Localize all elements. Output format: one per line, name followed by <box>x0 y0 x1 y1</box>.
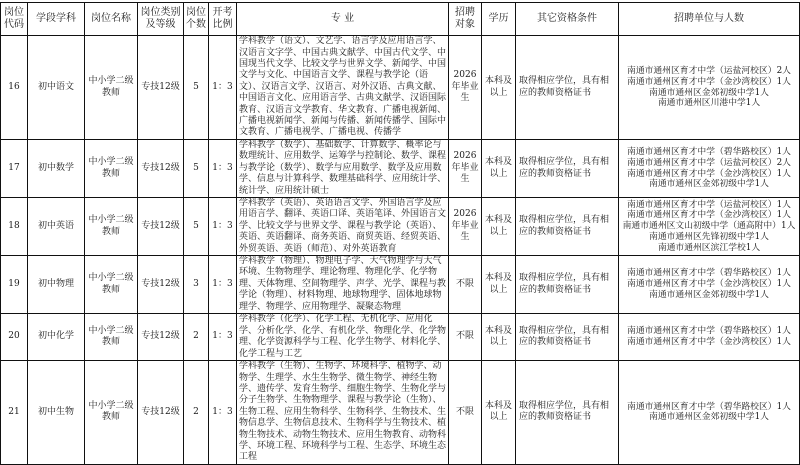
cell-count: 2 <box>184 314 209 361</box>
unit-line: 南通市通州区文山初级中学（通高附中）1人 <box>622 221 796 232</box>
table-row <box>1 256 800 314</box>
unit-line: 南通市通州区育才中学（金沙湾校区）1人 <box>627 76 791 87</box>
header-position: 岗位名称 <box>85 3 138 36</box>
cell-education: 本科及以上 <box>482 256 516 314</box>
cell-major: 学科教学（语文）、文艺学、语言学及应用语言学、汉语言文字学、中国古典文献学、中国古代文学、中国现当代文学、比较文学与世界文学、新闻学、中国文学与文化、中国语言文学、课程与教学论（语文）、汉语言文学、汉语言、对外汉语、古典文献、中国语言文化、应用语言学、古典文献学、汉语国际教育、汉语言文学教育、华文教育、广播电视新闻、广播电视新闻学、新闻与传播、新闻传播学、国际中文教育、广播电视学、广播电视、传播学 <box>237 36 449 140</box>
cell-category: 专技12级 <box>138 198 184 256</box>
cell-major: 学科教学（化学）、化学工程、无机化学、应用化学、分析化学、化学、有机化学、物理化学、化学物理、化学资源科学与工程、化学生物学、材料化学、化学工程与工艺 <box>237 314 449 361</box>
header-subject: 学段学科 <box>28 3 85 36</box>
cell-count: 5 <box>184 36 209 140</box>
cell-code: 19 <box>1 256 28 314</box>
cell-target: 不限 <box>449 314 482 361</box>
table-row <box>1 361 800 465</box>
cell-education: 本科及以上 <box>482 36 516 140</box>
header-category: 岗位类别及等级 <box>138 3 184 36</box>
cell-count: 2 <box>184 361 209 465</box>
unit-line: 南通市通州区育才中学（运盐河校区）1人 <box>627 199 791 210</box>
cell-target: 不限 <box>449 256 482 314</box>
unit-line: 南通市通州区育才中学（碧华路校区）1人 <box>627 146 791 157</box>
cell-ratio: 1：3 <box>209 361 237 465</box>
unit-line: 南通市通州区金郊初级中学1人 <box>649 179 769 190</box>
cell-education: 本科及以上 <box>482 140 516 198</box>
header-education: 学历 <box>482 3 516 36</box>
unit-line: 南通市通州区育才中学（金沙湾校区）1人 <box>627 210 791 221</box>
cell-ratio: 1：3 <box>209 36 237 140</box>
cell-position: 中小学二级教师 <box>85 256 138 314</box>
cell-major: 学科教学（生物）、生物学、环境科学、植物学、动物学、生理学、水生生物学、微生物学、神经生物学、遗传学、发育生物学、细胞生物学、生物化学与分子生物学、生物物理学、课程与教学论（生物）、生物工程、应用生物科学、生物科学、生物技术、生物信息学、生物信息技术、生物科学与生物技术、植物生物技术、动物生物技术、应用生物教育、动物科学、环境工程、环境科学与工程、生态学、环境生态工程 <box>237 361 449 465</box>
cell-code: 16 <box>1 36 28 140</box>
header-units: 招聘单位与人数 <box>619 3 800 36</box>
cell-category: 专技12级 <box>138 36 184 140</box>
unit-line: 南通市通州区育才中学（碧华路校区）1人 <box>627 401 791 412</box>
unit-line: 南通市通州区金郊初级中学1人 <box>649 87 769 98</box>
cell-target: 不限 <box>449 361 482 465</box>
recruitment-table <box>0 2 800 465</box>
cell-units <box>619 36 800 140</box>
cell-code: 20 <box>1 314 28 361</box>
cell-code: 21 <box>1 361 28 465</box>
cell-position: 中小学二级教师 <box>85 36 138 140</box>
cell-subject: 初中英语 <box>28 198 85 256</box>
unit-line: 南通市通州区金郊初级中学1人 <box>649 289 769 300</box>
table-row <box>1 198 800 256</box>
cell-position: 中小学二级教师 <box>85 140 138 198</box>
header-row <box>1 3 800 36</box>
header-major: 专 业 <box>237 3 449 36</box>
cell-other: 取得相应学位，具有相应的教师资格证书 <box>516 361 619 465</box>
unit-line: 南通市通州区育才中学（碧华路校区）1人 <box>627 326 791 337</box>
cell-other: 取得相应学位，具有相应的教师资格证书 <box>516 36 619 140</box>
cell-ratio: 1：3 <box>209 198 237 256</box>
cell-ratio: 1：3 <box>209 256 237 314</box>
cell-education: 本科及以上 <box>482 314 516 361</box>
cell-major: 学科教学（英语）、英语语言文学、外国语言学及应用语言学、翻译、英语口译、英语笔译、外国语言文学、比较文学与世界文学、课程与教学论（英语）、英语、英语翻译、商务英语、商贸英语、经贸英语、外贸英语、英语（师范）、对外英语教育 <box>237 198 449 256</box>
table-row <box>1 36 800 140</box>
header-other: 其它资格条件 <box>516 3 619 36</box>
cell-major: 学科教学（数学）、基础数学、计算数学、概率论与数理统计、应用数学、运筹学与控制论、数学、课程与教学论（数学）、数学与应用数学、数学及应用数学、信息与计算科学、数理基础科学、应用统计学、统计学、应用统计硕士 <box>237 140 449 198</box>
cell-category: 专技12级 <box>138 314 184 361</box>
unit-line: 南通市通州区川港中学1人 <box>657 98 761 109</box>
header-ratio: 开考比例 <box>209 3 237 36</box>
cell-ratio: 1：3 <box>209 314 237 361</box>
cell-other: 取得相应学位，具有相应的教师资格证书 <box>516 198 619 256</box>
cell-units <box>619 361 800 465</box>
cell-subject: 初中数学 <box>28 140 85 198</box>
cell-code: 18 <box>1 198 28 256</box>
cell-count: 5 <box>184 140 209 198</box>
unit-line: 南通市通州区育才中学（金沙湾校区）1人 <box>627 337 791 348</box>
unit-line: 南通市通州区先锋初级中学1人 <box>649 231 769 242</box>
cell-units <box>619 256 800 314</box>
cell-position: 中小学二级教师 <box>85 361 138 465</box>
cell-count: 5 <box>184 198 209 256</box>
cell-code: 17 <box>1 140 28 198</box>
unit-line: 南通市通州区育才中学（运盐河校区）2人 <box>627 65 791 76</box>
unit-line: 南通市通州区育才中学（运盐河校区）2人 <box>627 157 791 168</box>
cell-other: 取得相应学位，具有相应的教师资格证书 <box>516 256 619 314</box>
cell-ratio: 1：3 <box>209 140 237 198</box>
cell-other: 取得相应学位，具有相应的教师资格证书 <box>516 314 619 361</box>
table-row <box>1 314 800 361</box>
cell-category: 专技12级 <box>138 361 184 465</box>
unit-line: 南通市通州区育才中学（碧华路校区）1人 <box>627 268 791 279</box>
unit-line: 南通市通州区育才中学（金沙湾校区）1人 <box>627 168 791 179</box>
cell-subject: 初中物理 <box>28 256 85 314</box>
header-code: 岗位代码 <box>1 3 28 36</box>
header-target: 招聘对象 <box>449 3 482 36</box>
cell-position: 中小学二级教师 <box>85 198 138 256</box>
cell-other: 取得相应学位，具有相应的教师资格证书 <box>516 140 619 198</box>
cell-position: 中小学二级教师 <box>85 314 138 361</box>
unit-line: 南通市通州区育才中学（金沙湾校区）1人 <box>627 279 791 290</box>
cell-units <box>619 314 800 361</box>
cell-education: 本科及以上 <box>482 198 516 256</box>
cell-units <box>619 198 800 256</box>
cell-target: 2026年毕业生 <box>449 140 482 198</box>
cell-subject: 初中生物 <box>28 361 85 465</box>
cell-subject: 初中化学 <box>28 314 85 361</box>
cell-subject: 初中语文 <box>28 36 85 140</box>
cell-target: 2026年毕业生 <box>449 198 482 256</box>
cell-category: 专技12级 <box>138 140 184 198</box>
cell-major: 学科教学（物理）、物理电子学、大气物理学与大气环境、生物物理学、理论物理、物理化学、化学物理、天体物理、空间物理学、声学、光学、课程与教学论（物理）、材料物理、地球物理学、固体地球物理学、物理学、应用物理学、凝聚态物理 <box>237 256 449 314</box>
cell-units <box>619 140 800 198</box>
table-row <box>1 140 800 198</box>
header-count: 岗位个数 <box>184 3 209 36</box>
unit-line: 南通市通州区金郊初级中学1人 <box>649 412 769 423</box>
cell-education: 本科及以上 <box>482 361 516 465</box>
cell-target: 2026年毕业生 <box>449 36 482 140</box>
unit-line: 南通市通州区滨江学校1人 <box>657 242 761 253</box>
cell-category: 专技12级 <box>138 256 184 314</box>
cell-count: 3 <box>184 256 209 314</box>
